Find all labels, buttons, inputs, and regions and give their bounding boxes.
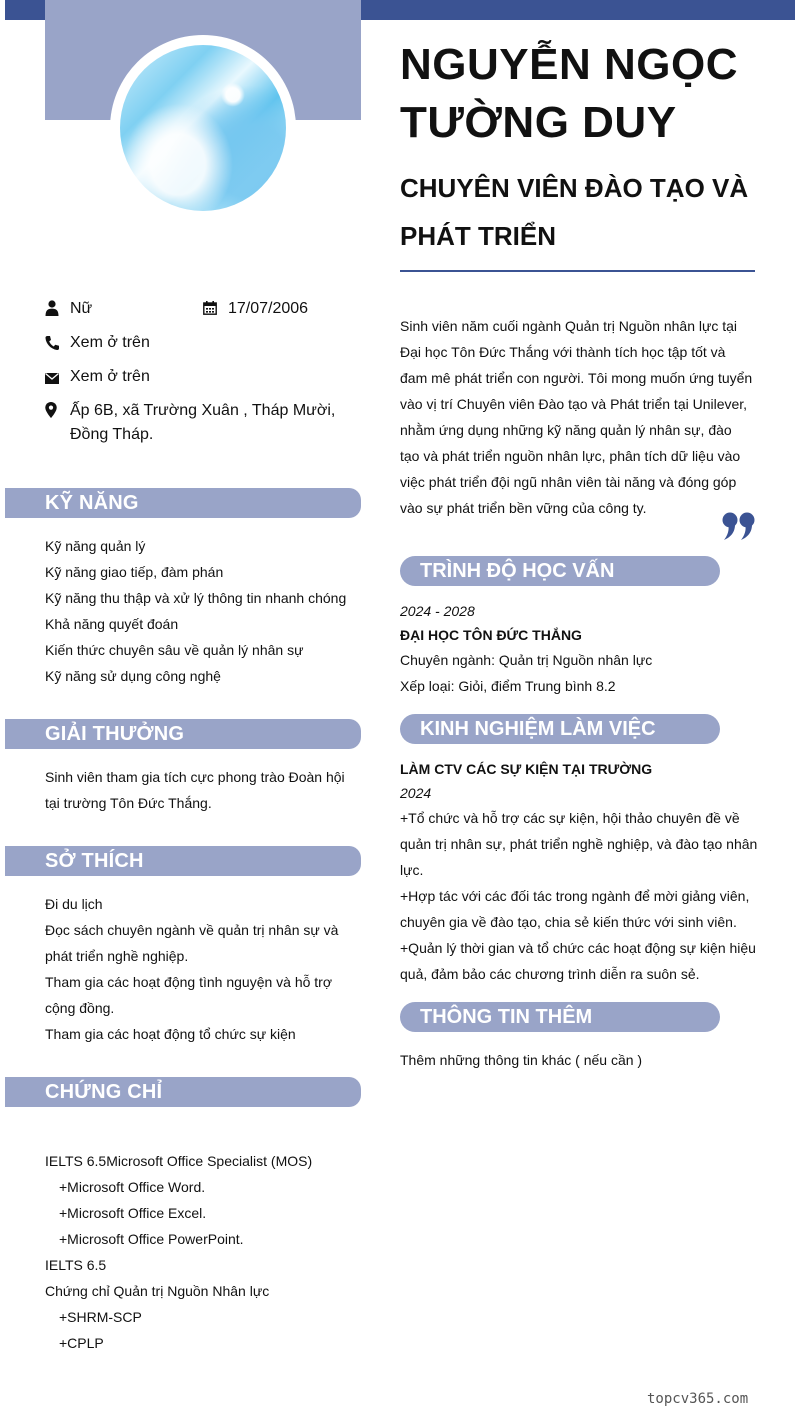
candidate-name: NGUYỄN NGỌC TƯỜNG DUY: [400, 40, 738, 147]
education-school: ĐẠI HỌC TÔN ĐỨC THẮNG: [400, 627, 582, 643]
education-date: 2024 - 2028: [400, 603, 475, 619]
skills-heading: KỸ NĂNG: [5, 488, 361, 518]
list-item: Kiến thức chuyên sâu về quản lý nhân sự: [45, 642, 304, 658]
education-block: [400, 599, 758, 699]
list-item: +Quản lý thời gian và tổ chức các hoạt động sự kiện hiệu quả, đảm bảo các chương trình diễn ra suôn sẻ.: [400, 940, 756, 982]
experience-block: [400, 757, 758, 987]
extra-info-text: Thêm những thông tin khác ( nếu cần ): [400, 1052, 643, 1068]
phone-value: Xem ở trên: [70, 334, 150, 351]
list-item: +SHRM-SCP: [59, 1309, 142, 1325]
user-icon: [45, 300, 59, 316]
email-value: Xem ở trên: [70, 368, 150, 385]
list-item: +Tổ chức và hỗ trợ các sự kiện, hội thảo chuyên đề về quản trị nhân sự, phát triển nghề nghiệp, và đào tạo nhân lực.: [400, 810, 758, 878]
address-value: Ấp 6B, xã Trường Xuân , Tháp Mười, Đồng Tháp.: [70, 402, 336, 443]
hobbies-list: [45, 891, 345, 1047]
list-item: Tham gia các hoạt động tổ chức sự kiện: [45, 1026, 296, 1042]
list-item: +Microsoft Office Word.: [59, 1179, 206, 1195]
education-major: Chuyên ngành: Quản trị Nguồn nhân lực: [400, 652, 653, 668]
list-item: Đi du lịch: [45, 896, 103, 912]
extra-info-heading: THÔNG TIN THÊM: [400, 1002, 720, 1032]
list-item: Khả năng quyết đoán: [45, 616, 179, 632]
list-item: Kỹ năng thu thập và xử lý thông tin nhanh chóng: [45, 590, 347, 606]
birthday-value: 17/07/2006: [228, 300, 309, 317]
experience-date: 2024: [400, 785, 432, 801]
list-item: +CPLP: [59, 1335, 104, 1351]
envelope-icon: [45, 372, 59, 384]
calendar-icon: [203, 301, 217, 315]
hobbies-heading: SỞ THÍCH: [5, 846, 361, 876]
avatar: [120, 45, 286, 211]
list-item: Kỹ năng giao tiếp, đàm phán: [45, 564, 224, 580]
list-item: IELTS 6.5: [45, 1257, 107, 1273]
list-item: +Microsoft Office PowerPoint.: [59, 1231, 244, 1247]
education-heading: TRÌNH ĐỘ HỌC VẤN: [400, 556, 720, 586]
list-item: Kỹ năng quản lý: [45, 538, 146, 554]
list-item: +Hợp tác với các đối tác trong ngành để mời giảng viên, chuyên gia về đào tạo, chia sẻ kiến thức với sinh viên.: [400, 888, 750, 930]
skills-list: [45, 533, 355, 689]
experience-heading: KINH NGHIỆM LÀM VIỆC: [400, 714, 720, 744]
list-item: +Microsoft Office Excel.: [59, 1205, 207, 1221]
awards-heading: GIẢI THƯỞNG: [5, 719, 361, 749]
list-item: Tham gia các hoạt động tình nguyện và hỗ trợ cộng đồng.: [45, 974, 333, 1016]
certificates-list: [45, 1148, 355, 1356]
list-item: IELTS 6.5Microsoft Office Specialist (MOS): [45, 1153, 313, 1169]
certificates-heading: CHỨNG CHỈ: [5, 1077, 361, 1107]
career-objective: Sinh viên năm cuối ngành Quản trị Nguồn nhân lực tại Đại học Tôn Đức Thắng với thành tích học tập tốt và đam mê phát triển con người. Tôi mong muốn ứng tuyển vào vị trí Chuyên viên Đào tạo và Phát triển tại Unilever, nhằm ứng dụng những kỹ năng quản lý nhân sự, đào tạo và phát triển nguồn nhân lực, phân tích dữ liệu vào việc phát triển đội ngũ nhân viên tài năng và đóng góp vào sự phát triển bền vững của công ty.: [400, 318, 753, 516]
quote-icon: [722, 512, 756, 540]
map-pin-icon: [45, 402, 57, 418]
candidate-position: CHUYÊN VIÊN ĐÀO TẠO VÀ PHÁT TRIỂN: [400, 173, 749, 251]
header-divider: [400, 270, 755, 272]
site-watermark: topcv365.com: [647, 1391, 749, 1407]
list-item: Đọc sách chuyên ngành về quản trị nhân sự và phát triển nghề nghiệp.: [45, 922, 339, 964]
list-item: Chứng chỉ Quản trị Nguồn Nhân lực: [45, 1283, 270, 1299]
gender-value: Nữ: [70, 300, 93, 317]
awards-text: Sinh viên tham gia tích cực phong trào Đoàn hội tại trường Tôn Đức Thắng.: [45, 769, 345, 811]
phone-icon: [45, 335, 59, 351]
education-grade: Xếp loại: Giỏi, điểm Trung bình 8.2: [400, 678, 616, 694]
experience-role: LÀM CTV CÁC SỰ KIỆN TẠI TRƯỜNG: [400, 761, 653, 777]
list-item: Kỹ năng sử dụng công nghệ: [45, 668, 221, 684]
